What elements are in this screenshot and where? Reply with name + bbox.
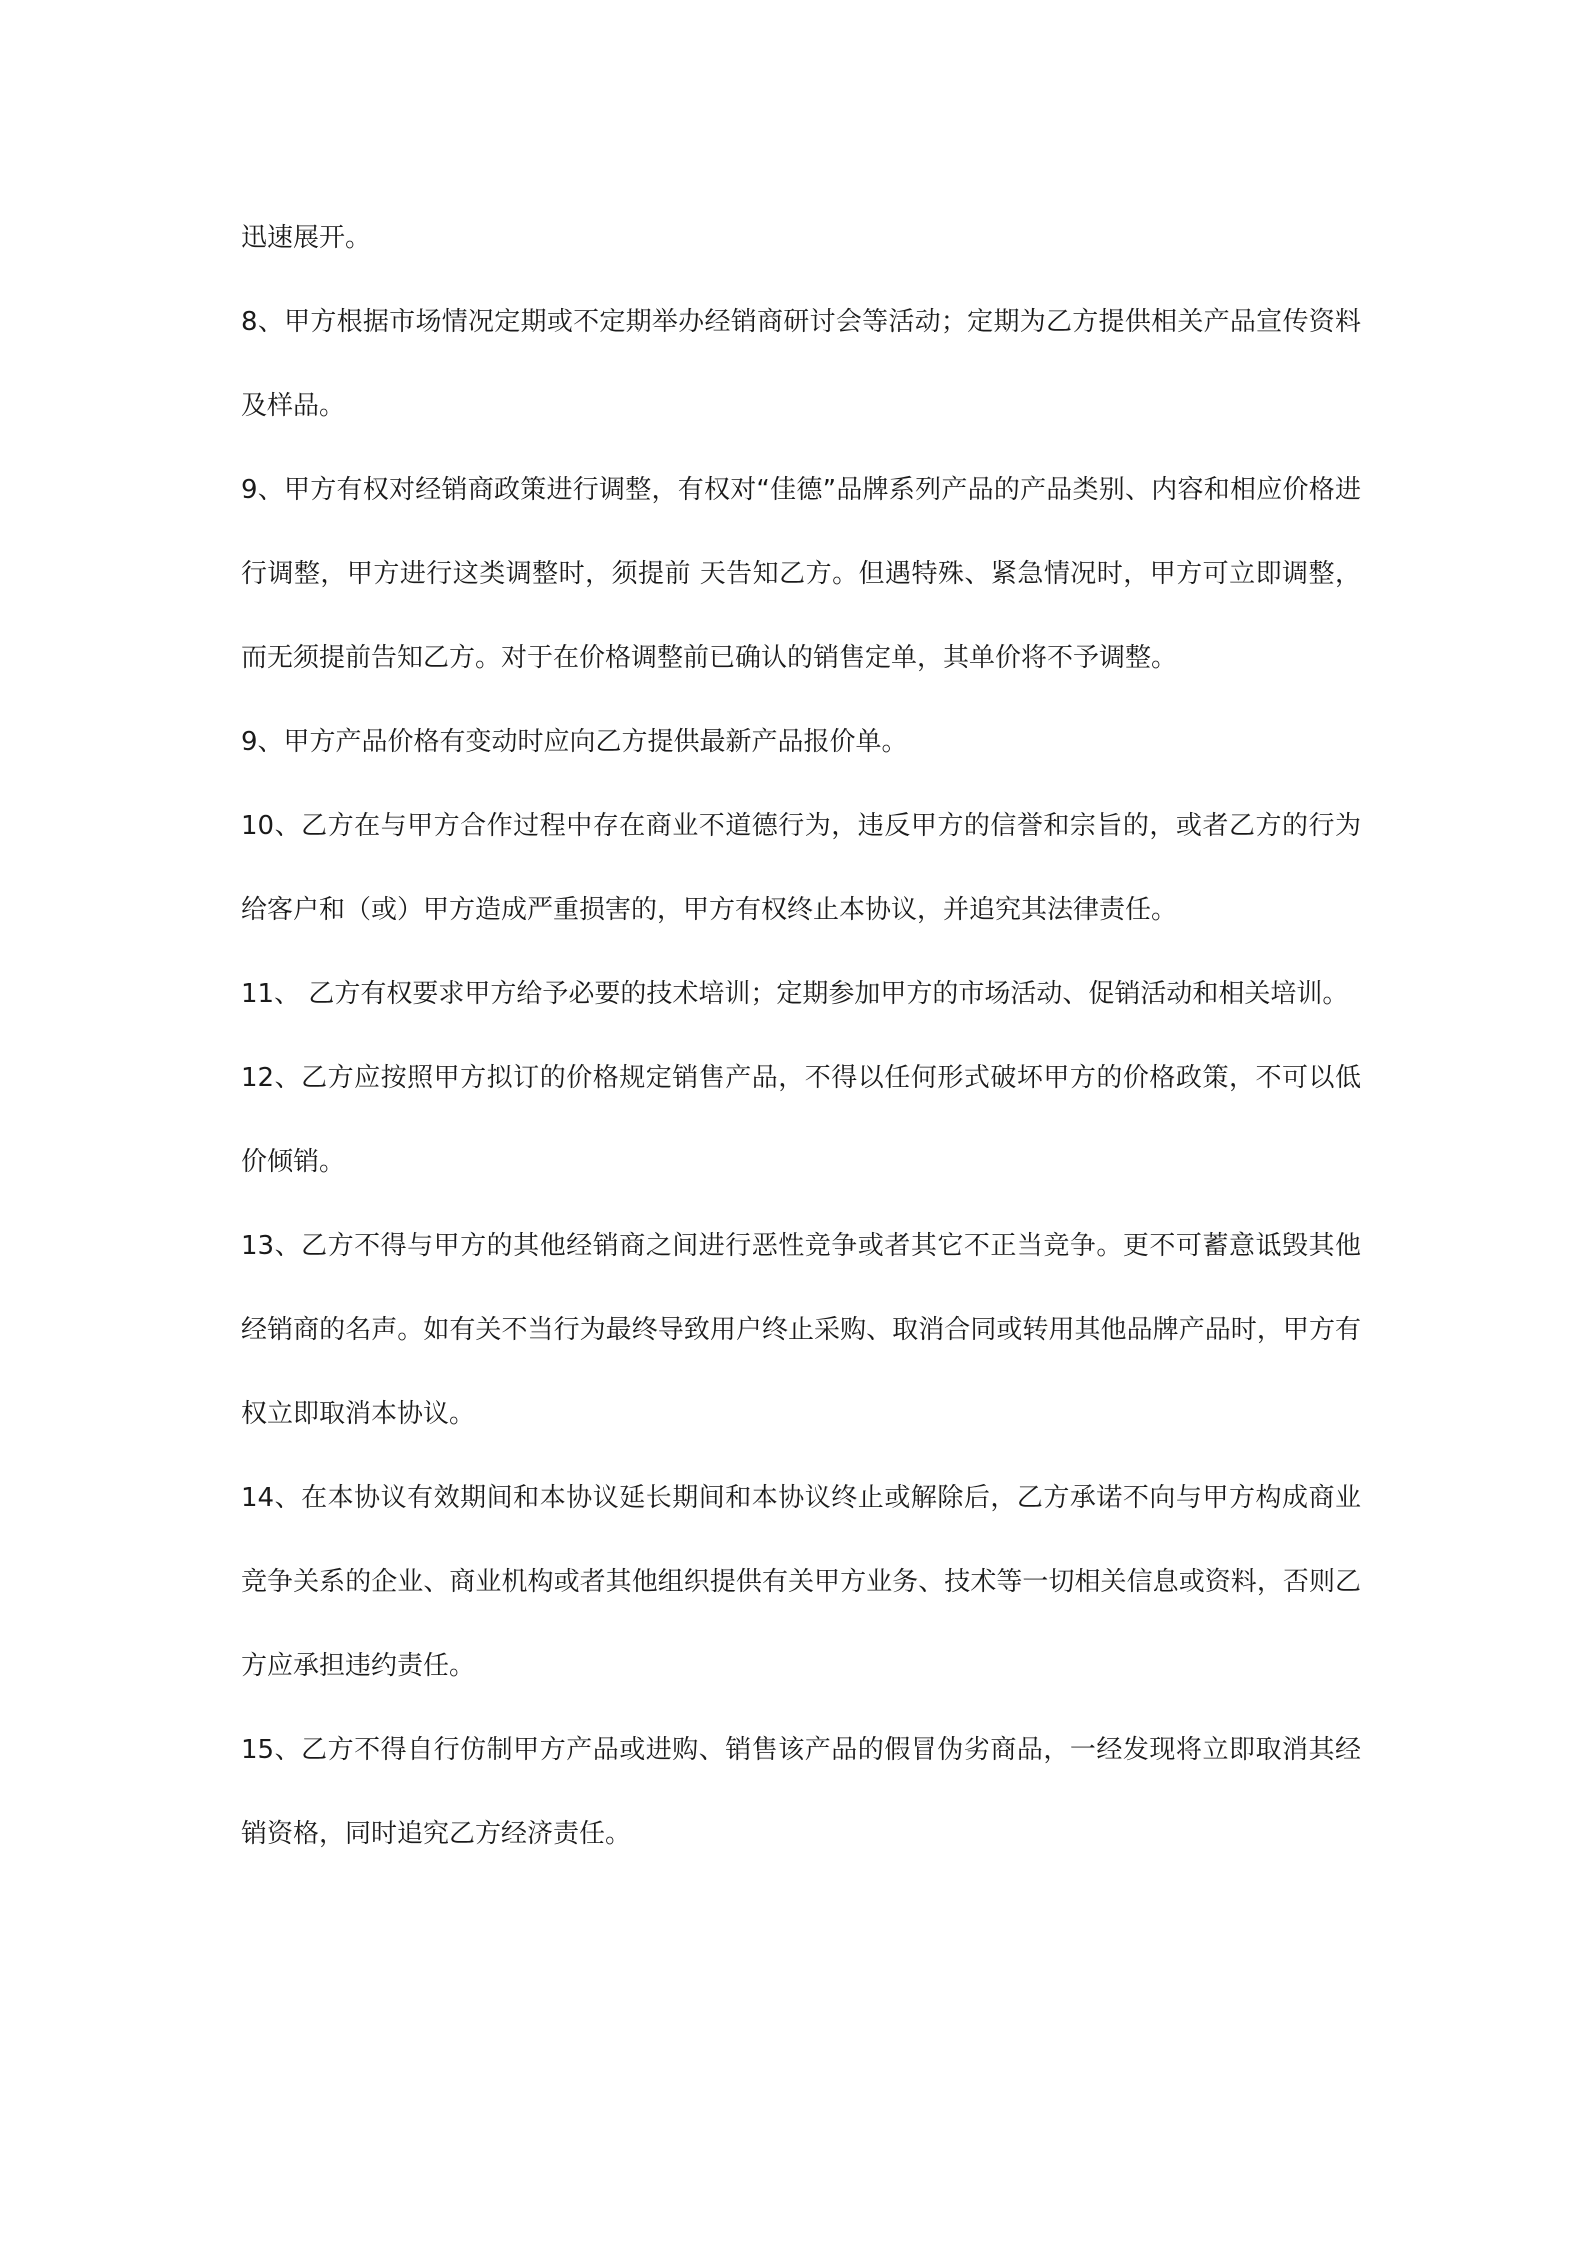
clause-12: 12、乙方应按照甲方拟订的价格规定销售产品，不得以任何形式破坏甲方的价格政策，不可以低价倾销。 xyxy=(241,1063,1361,1177)
document-body xyxy=(241,196,1361,1876)
clause-9-price-list: 9、甲方产品价格有变动时应向乙方提供最新产品报价单。 xyxy=(241,727,908,757)
clause-11: 11、 乙方有权要求甲方给予必要的技术培训；定期参加甲方的市场活动、促销活动和相关培训。 xyxy=(241,979,1349,1009)
clause-8: 8、甲方根据市场情况定期或不定期举办经销商研讨会等活动；定期为乙方提供相关产品宣传资料及样品。 xyxy=(241,307,1361,421)
clause-14: 14、在本协议有效期间和本协议延长期间和本协议终止或解除后，乙方承诺不向与甲方构成商业竞争关系的企业、商业机构或者其他组织提供有关甲方业务、技术等一切相关信息或资料，否则乙方应承担违约责任。 xyxy=(241,1483,1361,1681)
paragraph-continuation: 迅速展开。 xyxy=(241,223,372,253)
clause-15: 15、乙方不得自行仿制甲方产品或进购、销售该产品的假冒伪劣商品，一经发现将立即取消其经销资格，同时追究乙方经济责任。 xyxy=(241,1735,1361,1849)
clause-9-price-adjustment: 9、甲方有权对经销商政策进行调整，有权对“佳德”品牌系列产品的产品类别、内容和相应价格进行调整，甲方进行这类调整时，须提前 天告知乙方。但遇特殊、紧急情况时，甲方可立即调整，而无须提前告知乙方。对于在价格调整前已确认的销售定单，其单价将不予调整。 xyxy=(241,475,1361,673)
clause-10: 10、乙方在与甲方合作过程中存在商业不道德行为，违反甲方的信誉和宗旨的，或者乙方的行为给客户和（或）甲方造成严重损害的，甲方有权终止本协议，并追究其法律责任。 xyxy=(241,811,1361,925)
clause-13: 13、乙方不得与甲方的其他经销商之间进行恶性竞争或者其它不正当竞争。更不可蓄意诋毁其他经销商的名声。如有关不当行为最终导致用户终止采购、取消合同或转用其他品牌产品时，甲方有权立即取消本协议。 xyxy=(241,1231,1361,1429)
